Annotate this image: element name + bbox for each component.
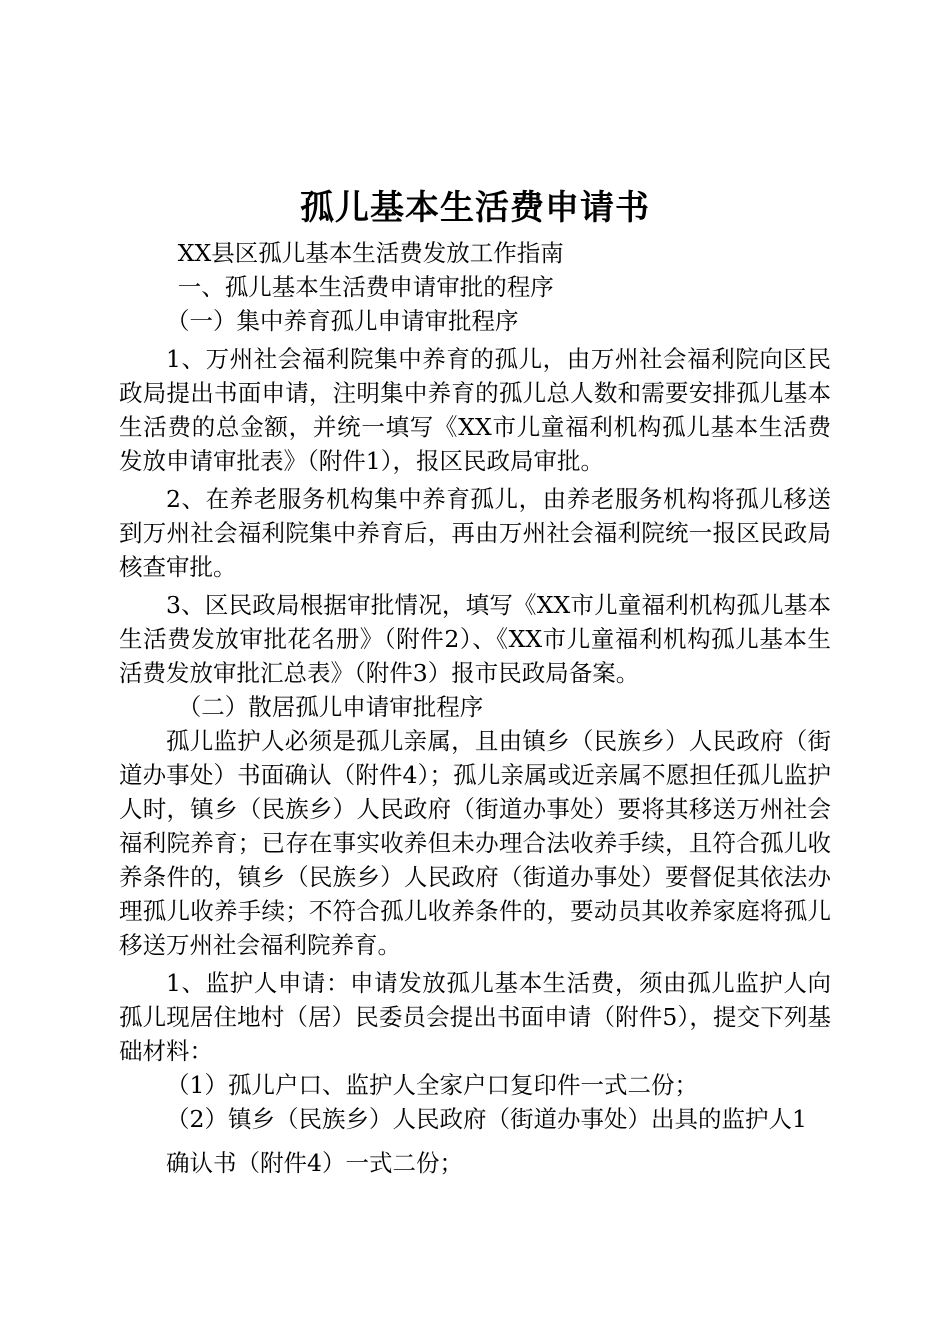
guide-heading: XX县区孤儿基本生活费发放工作指南: [177, 239, 564, 267]
paragraph-item-1: 1、万州社会福利院集中养育的孤儿，由万州社会福利院向区民政局提出书面申请，注明集中养育的孤儿总人数和需要安排孤儿基本生活费的总金额，并统一填写《XX市儿童福利机构孤儿基本生活费发放申请审批表》（附件1），报区民政局审批。: [119, 345, 831, 475]
list-item-2-continued: 确认书（附件4）一式二份；: [166, 1149, 463, 1177]
subsection-heading-2: （二）散居孤儿申请审批程序: [177, 693, 484, 721]
list-item-2: （2）镇乡（民族乡）人民政府（街道办事处）出具的监护人1: [166, 1105, 807, 1133]
paragraph-item-2: 2、在养老服务机构集中养育孤儿，由养老服务机构将孤儿移送到万州社会福利院集中养育后，再由万州社会福利院统一报区民政局核查审批。: [119, 485, 831, 581]
paragraph-item-3: 3、区民政局根据审批情况，填写《XX市儿童福利机构孤儿基本生活费发放审批花名册》（附件2）、《XX市儿童福利机构孤儿基本生活费发放审批汇总表》（附件3）报市民政局备案。: [119, 591, 831, 687]
list-item-1: （1）孤儿户口、监护人全家户口复印件一式二份；: [166, 1071, 698, 1099]
paragraph-application: 1、监护人申请：申请发放孤儿基本生活费，须由孤儿监护人向孤儿现居住地村（居）民委员会提出书面申请（附件5），提交下列基础材料：: [119, 969, 831, 1065]
subsection-heading-1: （一）集中养育孤儿申请审批程序: [166, 307, 519, 335]
section-heading-1: 一、孤儿基本生活费申请审批的程序: [177, 273, 554, 301]
document-body: [119, 236, 831, 1180]
document-title: 孤儿基本生活费申请书: [300, 188, 650, 228]
paragraph-guardian: 孤儿监护人必须是孤儿亲属，且由镇乡（民族乡）人民政府（街道办事处）书面确认（附件4）；孤儿亲属或近亲属不愿担任孤儿监护人时，镇乡（民族乡）人民政府（街道办事处）要将其移送万州社会福利院养育；已存在事实收养但未办理合法收养手续，且符合孤儿收养条件的，镇乡（民族乡）人民政府（街道办事处）要督促其依法办理孤儿收养手续；不符合孤儿收养条件的，要动员其收养家庭将孤儿移送万州社会福利院养育。: [119, 727, 831, 959]
